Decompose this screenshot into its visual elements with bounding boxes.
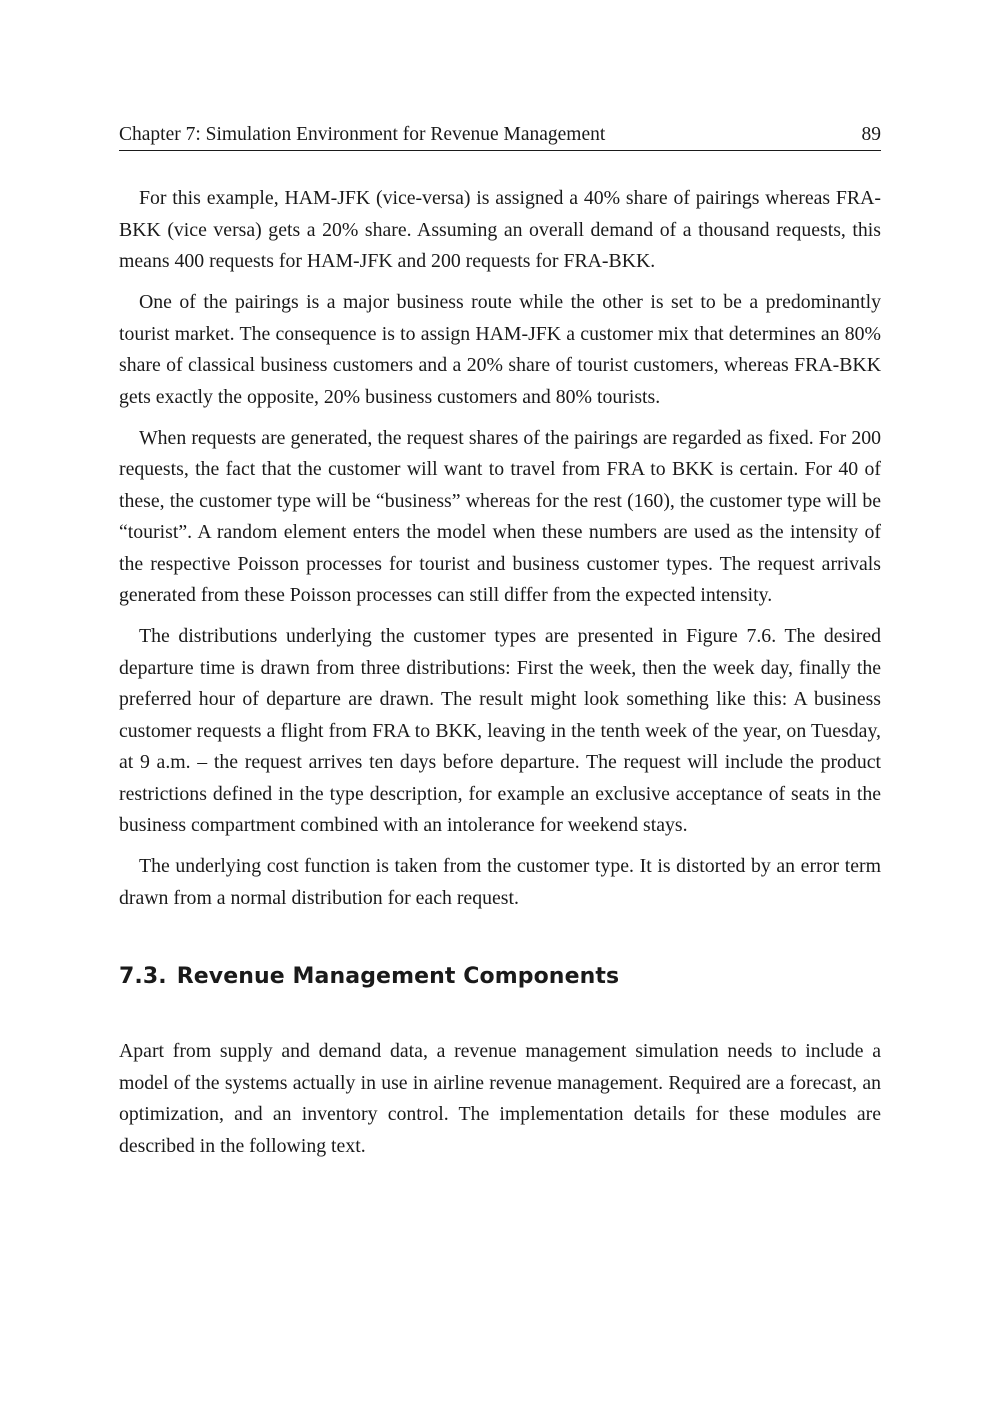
body-text bbox=[119, 183, 881, 1162]
running-head bbox=[119, 122, 881, 151]
paragraph-customer-mix: One of the pairings is a major business route while the other is set to be a predominantly tourist market. The consequence is to assign HAM-JFK a customer mix that determines an 80% share of classical business customers and a 20% share of tourist customers, whereas FRA-BKK gets exactly the opposite, 20% business customers and 80% tourists. bbox=[119, 291, 881, 408]
paragraph-distributions: The distributions underlying the customer types are presented in Figure 7.6. The desired departure time is drawn from three distributions: First the week, then the week day, finally the preferred hour of departure are drawn. The result might look something like this: A business customer requests a flight from FRA to BKK, leaving in the tenth week of the year, on Tuesday, at 9 a.m. – the request arrives ten days before departure. The request will include the product restrictions defined in the type description, for example an exclusive acceptance of seats in the business compartment combined with an intolerance for weekend stays. bbox=[119, 625, 881, 836]
paragraph-request-generation: When requests are generated, the request shares of the pairings are regarded as fixed. For 200 requests, the fact that the customer will want to travel from FRA to BKK is certain. For 40 of these, the customer type will be “business” whereas for the rest (160), the customer type will be “tourist”. A random element enters the model when these numbers are used as the intensity of the respective Poisson processes for tourist and business customer types. The request arrivals generated from these Poisson processes can still differ from the expected intensity. bbox=[119, 426, 881, 606]
paragraph-cost-function: The underlying cost function is taken from the customer type. It is distorted by an error term drawn from a normal distribution for each request. bbox=[119, 855, 881, 909]
section-title: Revenue Management Components bbox=[176, 964, 620, 989]
section-number: 7.3. bbox=[119, 964, 167, 989]
paragraph-pairing-shares: For this example, HAM-JFK (vice-versa) is assigned a 40% share of pairings whereas FRA-BKK (vice versa) gets a 20% share. Assuming an overall demand of a thousand requests, this means 400 requests for HAM-JFK and 200 requests for FRA-BKK. bbox=[119, 187, 881, 272]
paragraph-section-intro: Apart from supply and demand data, a revenue management simulation needs to include a model of the systems actually in use in airline revenue management. Required are a forecast, an optimization, and an inventory control. The implementation details for these modules are described in the following text. bbox=[119, 1040, 881, 1157]
running-head-chapter-title: Chapter 7: Simulation Environment for Revenue Management bbox=[119, 124, 606, 145]
page-number: 89 bbox=[861, 124, 881, 145]
section-heading bbox=[119, 962, 881, 992]
